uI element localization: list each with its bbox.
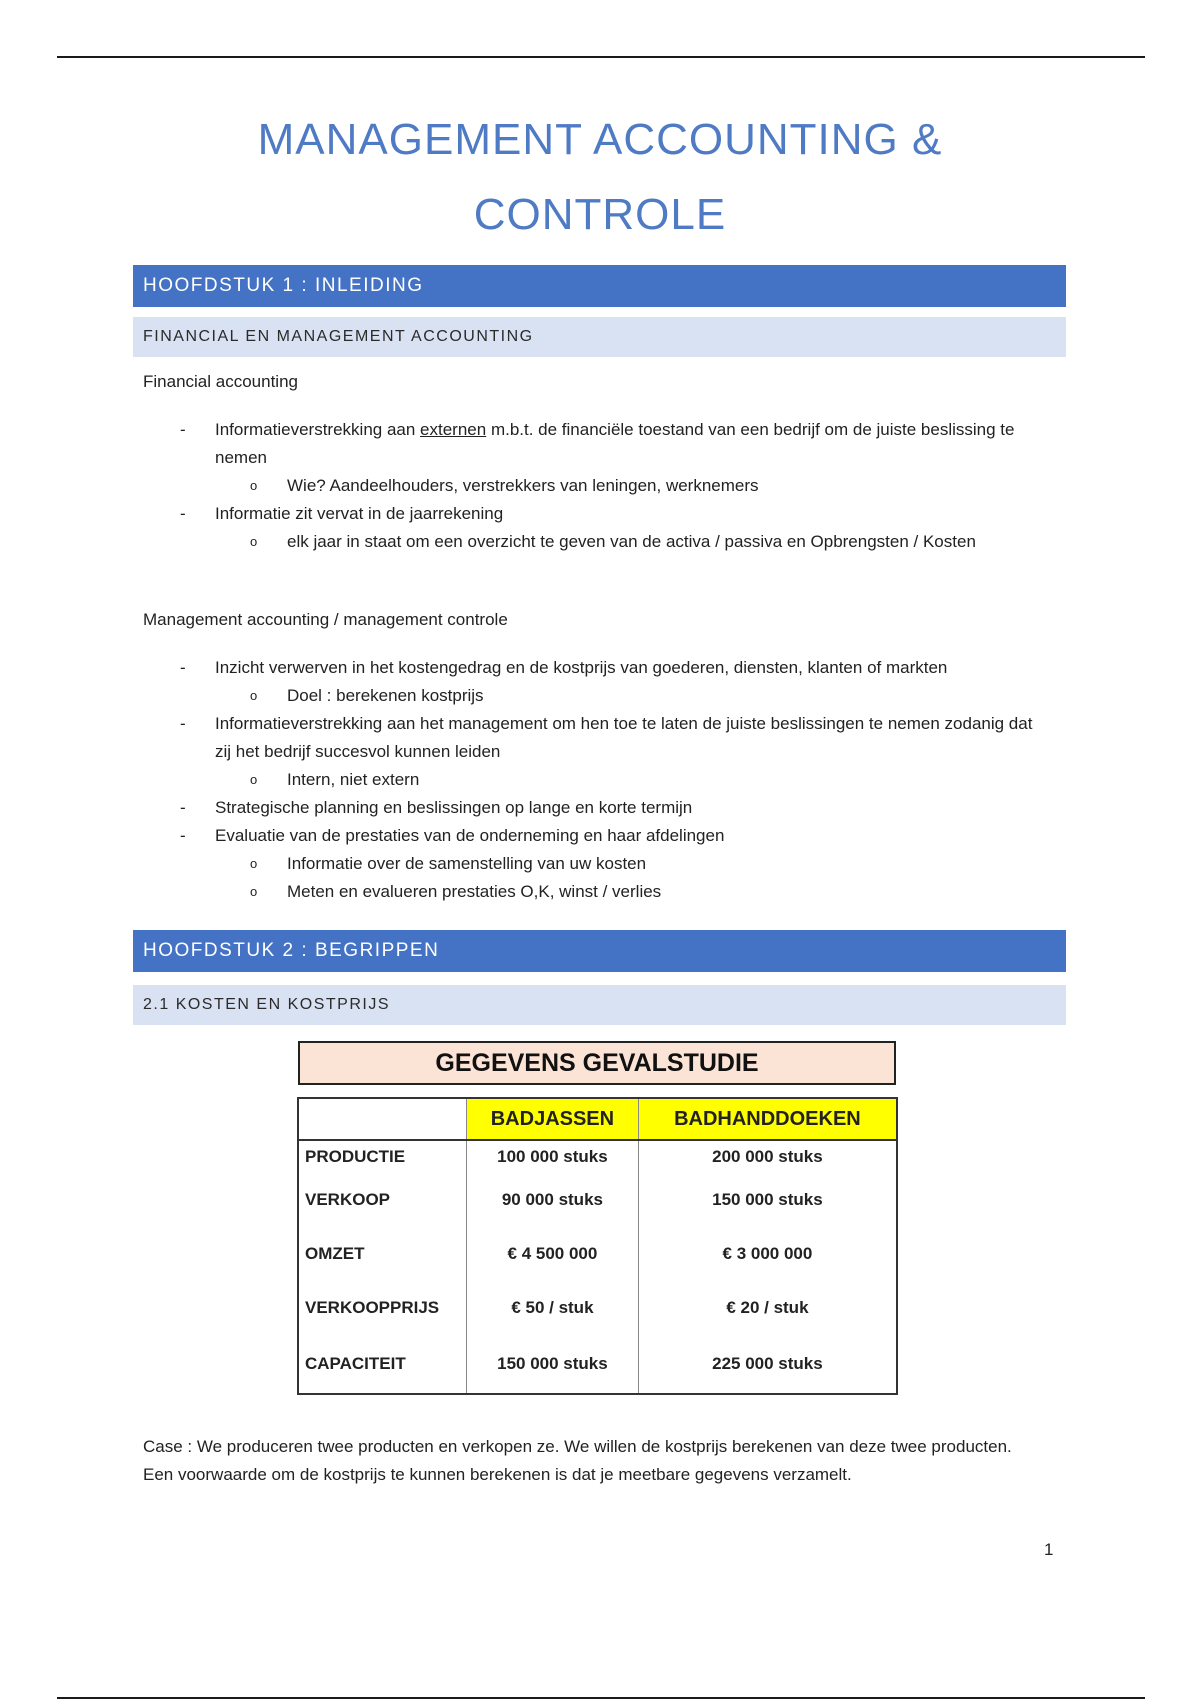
table-row bbox=[298, 1173, 897, 1227]
list-item-text: Inzicht verwerven in het kostengedrag en de kostprijs van goederen, diensten, klanten of markten bbox=[215, 658, 948, 677]
table-cell: 150 000 stuks bbox=[638, 1173, 897, 1227]
table-header-row bbox=[298, 1098, 897, 1140]
table-cell: 225 000 stuks bbox=[638, 1335, 897, 1394]
table-cell: € 4 500 000 bbox=[467, 1227, 639, 1281]
table-cell: 100 000 stuks bbox=[467, 1140, 639, 1173]
case-study-table bbox=[297, 1097, 898, 1395]
row-label: PRODUCTIE bbox=[305, 1147, 406, 1166]
sub-list-item: o Intern, niet extern bbox=[215, 766, 1043, 794]
row-label: CAPACITEIT bbox=[305, 1354, 406, 1373]
table-cell: 150 000 stuks bbox=[467, 1335, 639, 1394]
document-title bbox=[0, 102, 1200, 252]
financial-accounting-list bbox=[143, 416, 1043, 556]
sub-list-item: o elk jaar in staat om een overzicht te geven van de activa / passiva en Opbrengsten / Kosten bbox=[215, 528, 1043, 556]
case-table-title: GEGEVENS GEVALSTUDIE bbox=[298, 1041, 896, 1085]
list-item-text: Informatieverstrekking aan het management om hen toe te laten de juiste beslissingen te nemen zodanig dat zij het bedrijf succesvol kunnen leiden bbox=[215, 714, 1033, 761]
table-row bbox=[298, 1335, 897, 1394]
externen-underlined: externen bbox=[420, 420, 487, 439]
table-cell: € 20 / stuk bbox=[638, 1281, 897, 1335]
list-item-text: Strategische planning en beslissingen op lange en korte termijn bbox=[215, 798, 693, 817]
table-cell: 90 000 stuks bbox=[467, 1173, 639, 1227]
top-rule bbox=[57, 56, 1145, 58]
title-line-1: MANAGEMENT ACCOUNTING & bbox=[257, 115, 943, 164]
list-item-text: Informatie zit vervat in de jaarrekening bbox=[215, 504, 504, 523]
table-cell: € 3 000 000 bbox=[638, 1227, 897, 1281]
list-item-text: m.b.t. de financiële toestand van een bedrijf om de juiste beslissing te nemen bbox=[215, 420, 1015, 467]
table-header-badhanddoeken: BADHANDDOEKEN bbox=[638, 1098, 897, 1140]
sub-list-item: o Wie? Aandeelhouders, verstrekkers van leningen, werknemers bbox=[215, 472, 1043, 500]
chapter-1-heading: HOOFDSTUK 1 : INLEIDING bbox=[133, 265, 1066, 307]
list-item bbox=[143, 654, 1043, 710]
section-2-1-heading: 2.1 KOSTEN EN KOSTPRIJS bbox=[133, 985, 1066, 1025]
financial-accounting-label: Financial accounting bbox=[143, 372, 298, 391]
chapter-2-heading: HOOFDSTUK 2 : BEGRIPPEN bbox=[133, 930, 1066, 972]
sub-list-item: o Informatie over de samenstelling van uw kosten bbox=[215, 850, 1043, 878]
table-cell: 200 000 stuks bbox=[638, 1140, 897, 1173]
list-item bbox=[143, 710, 1043, 794]
list-item bbox=[143, 822, 1043, 906]
table-row bbox=[298, 1281, 897, 1335]
sub-list-item: o Doel : berekenen kostprijs bbox=[215, 682, 1043, 710]
list-item bbox=[143, 794, 1043, 822]
section-financial-heading: FINANCIAL EN MANAGEMENT ACCOUNTING bbox=[133, 317, 1066, 357]
page-number: 1 bbox=[1044, 1540, 1054, 1559]
row-label: OMZET bbox=[305, 1244, 365, 1263]
table-header-badjassen: BADJASSEN bbox=[467, 1098, 639, 1140]
list-item bbox=[143, 500, 1043, 556]
management-accounting-label: Management accounting / management controle bbox=[143, 610, 508, 629]
bottom-rule bbox=[57, 1697, 1145, 1699]
row-label: VERKOOPPRIJS bbox=[305, 1298, 440, 1317]
sub-list-item: o Meten en evalueren prestaties O,K, winst / verlies bbox=[215, 878, 1043, 906]
table-row bbox=[298, 1227, 897, 1281]
management-accounting-list bbox=[143, 654, 1043, 906]
list-item bbox=[143, 416, 1043, 500]
table-row bbox=[298, 1140, 897, 1173]
title-line-2: CONTROLE bbox=[473, 190, 727, 239]
list-item-text: Evaluatie van de prestaties van de onderneming en haar afdelingen bbox=[215, 826, 725, 845]
row-label: VERKOOP bbox=[305, 1190, 391, 1209]
table-cell: € 50 / stuk bbox=[467, 1281, 639, 1335]
table-header-blank bbox=[298, 1098, 467, 1140]
case-description: Case : We produceren twee producten en verkopen ze. We willen de kostprijs berekenen van deze twee producten. Een voorwaarde om de kostprijs te kunnen berekenen is dat je meetbare gegevens verzamelt. bbox=[143, 1437, 1012, 1484]
list-item-text: Informatieverstrekking aan bbox=[215, 420, 421, 439]
